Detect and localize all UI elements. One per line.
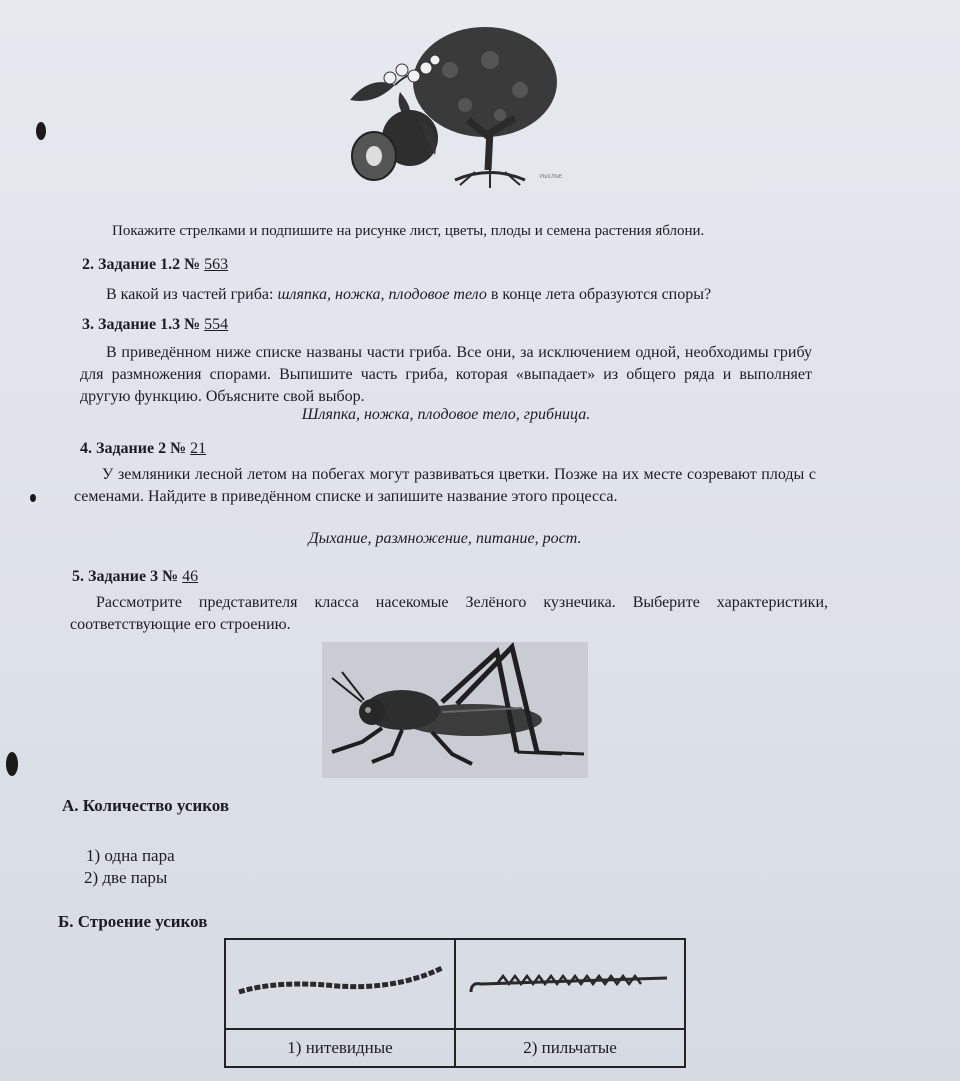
task-3-list: Шляпка, ножка, плодовое тело, грибница. [301, 406, 591, 423]
task-5-heading [72, 568, 198, 586]
task-5-number: 46 [182, 568, 199, 585]
task-4-list: Дыхание, размножение, питание, рост. [308, 530, 582, 547]
antenna-option-2: 2) пильчатые [455, 1029, 685, 1067]
task-4-heading [80, 440, 206, 458]
task-2-number: 563 [204, 256, 229, 273]
antenna-types-table [224, 938, 686, 1068]
task-3-text: В приведённом ниже списке названы части гриба. Все они, за исключением одной, необходимы грибу для размножения спорами. Выпишите часть гриба, которая «выпадает» из общего ряда и выполняет другую функцию. Объясните свой выбор. [80, 344, 812, 405]
intro-instruction: Покажите стрелками и подпишите на рисунке лист, цветы, плоды и семена растения яблони. [112, 223, 705, 239]
task-2-prefix: 2. Задание 1.2 № [82, 256, 205, 273]
apple-tree-illustration [340, 20, 600, 195]
section-a-option-1: 1) одна пара [86, 846, 175, 865]
task-2-text-italic: шляпка, ножка, плодовое тело [277, 286, 487, 303]
antenna-option-1: 1) нитевидные [225, 1029, 455, 1067]
section-b-title: Б. Строение усиков [58, 912, 208, 931]
grasshopper-illustration [322, 642, 588, 778]
task-4-prefix: 4. Задание 2 № [80, 440, 191, 457]
antenna-serrate-picture [455, 939, 685, 1029]
task-2-text-after: в конце лета образуются споры? [486, 286, 712, 303]
serrate-antenna-icon [457, 952, 677, 1012]
task-4-number: 21 [190, 440, 207, 457]
task-5-prefix: 5. Задание 3 № [72, 568, 183, 585]
task-2-heading [82, 256, 228, 274]
tree-caption: РЫХЛЫЕ [540, 174, 563, 180]
punch-hole-top [36, 122, 46, 140]
task-4-text: У земляники лесной летом на побегах могут развиваться цветки. Позже на их месте созревают плоды с семенами. Найдите в приведённом списке и запишите название этого процесса. [74, 466, 816, 505]
section-a-title: А. Количество усиков [62, 796, 230, 815]
task-2-text [106, 284, 806, 306]
task-3-number: 554 [204, 316, 229, 333]
section-a-option-2: 2) две пары [84, 868, 168, 887]
punch-hole-bottom [6, 752, 18, 776]
task-5-text: Рассмотрите представителя класса насекомые Зелёного кузнечика. Выберите характеристики, соответствующие его строению. [70, 594, 828, 633]
punch-hole-middle [30, 494, 36, 502]
task-3-prefix: 3. Задание 1.3 № [82, 316, 205, 333]
filiform-antenna-icon [227, 952, 447, 1012]
task-2-text-before: В какой из частей гриба: [106, 286, 278, 303]
task-3-heading [82, 316, 228, 334]
antenna-filiform-picture [225, 939, 455, 1029]
